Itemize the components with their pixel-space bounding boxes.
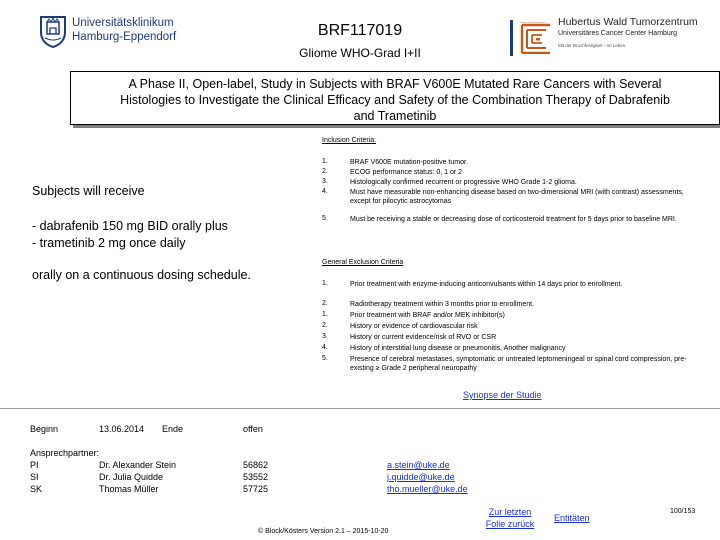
exclusion-num: 2. [322,322,328,329]
inclusion-num: 1. [322,158,328,165]
back-link[interactable] [470,506,550,530]
footer-divider [0,408,720,409]
exclusion-item: Prior treatment with BRAF and/or MEK inhibitor(s) [350,312,505,319]
contact-phone: 53552 [243,472,269,482]
beginn-label: Beginn [30,424,59,434]
exclusion-item: Prior treatment with enzyme-inducing anticonvulsants within 14 days prior to enrollment. [350,281,623,288]
contact-phone: 56862 [243,460,269,470]
study-title-line2: Histologies to Investigate the Clinical Efficacy and Safety of the Combination Therapy of Dabrafenib [120,93,670,107]
inclusion-num: 4. [322,188,328,195]
inclusion-item: BRAF V600E mutation-positive tumor. [350,159,468,166]
exclusion-num: 3. [322,333,328,340]
exclusion-num: 1. [322,311,328,318]
treatment-schedule: orally on a continuous dosing schedule. [32,268,251,282]
treatment-trametinib: - trametinib 2 mg once daily [32,236,186,250]
inclusion-item: Must have measurable non-enhancing disease based on two-dimensional MRI (with contrast) assessments, except for pilocytic astrocytomas [350,189,684,205]
inclusion-item: ECOG performance status: 0, 1 or 2 [350,169,463,176]
treatment-dabrafenib: - dabrafenib 150 mg BID orally plus [32,219,228,233]
entities-link[interactable]: Entitäten [554,513,590,523]
contact-role: PI [30,460,39,470]
hw-mark-text: hubertus wald tumorzentrum [520,22,546,24]
exclusion-item: History or evidence of cardiovascular risk [350,323,478,330]
copyright: © Block/Kösters Version 2.1 – 2015-10-20 [258,528,389,535]
treatment-intro: Subjects will receive [32,184,145,198]
contact-email[interactable]: a.stein@uke.de [387,460,450,470]
exclusion-item: Presence of cerebral metastases, symptomatic or untreated leptomeningeal or spinal cord compression, pre-existing ≥ Grade 2 peripheral neuropathy [350,356,687,372]
contact-email[interactable]: tho.mueller@uke.de [387,484,468,494]
contact-email[interactable]: j.quidde@uke.de [387,472,455,482]
ende-value: offen [243,424,263,434]
inclusion-heading: Inclusion Criteria: [322,137,377,144]
inclusion-num: 3. [322,178,328,185]
contact-name: Dr. Alexander Stein [99,460,177,470]
study-title-line1: A Phase II, Open-label, Study in Subjects with BRAF V600E Mutated Rare Cancers with Several [128,77,662,91]
exclusion-item: History or current evidence/risk of RVO or CSR [350,334,497,341]
hw-divider [510,20,513,56]
page-subtitle: Gliome WHO-Grad I+II [299,46,421,60]
inclusion-num: 5. [322,215,328,222]
contact-role: SI [30,472,39,482]
page-number: 100/153 [670,508,696,515]
inclusion-item: Must be receiving a stable or decreasing dose of corticosteroid treatment for 5 days prior to baseline MRI. [350,216,677,223]
hw-name [558,16,698,39]
contacts-label: Ansprechpartner: [30,448,100,458]
synopsis-link[interactable]: Synopse der Studie [463,390,542,400]
exclusion-item: Radiotherapy treatment within 3 months prior to enrollment. [350,301,535,308]
hw-tagline: Mit der Bruchfestigkeit - Im Leben. [558,43,627,48]
exclusion-num: 5. [322,355,328,362]
study-title-box [70,71,720,125]
exclusion-num: 2. [322,300,328,307]
ende-label: Ende [162,424,184,434]
beginn-value: 13.06.2014 [99,424,145,434]
uke-name-line2: Hamburg-Eppendorf [72,31,177,43]
contact-phone: 57725 [243,484,269,494]
exclusion-num: 4. [322,344,328,351]
page-title: BRF117019 [317,22,403,39]
inclusion-num: 2. [322,168,328,175]
inclusion-item: Histologically confirmed recurrent or progressive WHO Grade 1-2 glioma. [350,179,577,186]
contact-role: SK [30,484,43,494]
exclusion-item: History of interstitial lung disease or pneumonitis, Another malignancy [350,345,566,352]
exclusion-num: 1. [322,280,328,287]
contact-name: Dr. Julia Quidde [99,472,164,482]
hw-name-line2: Universitäres Cancer Center Hamburg [558,30,678,37]
uke-name-line1: Universitätsklinikum [72,17,174,29]
back-link-line2: Folie zurück [485,519,535,529]
hw-name-line1: Hubertus Wald Tumorzentrum [558,16,698,28]
contact-name: Thomas Müller [99,484,159,494]
exclusion-heading: General Exclusion Criteria [322,259,404,266]
hw-logo-icon [520,20,552,54]
back-link-line1: Zur letzten [488,507,532,517]
study-title-line3: and Trametinib [353,109,437,123]
